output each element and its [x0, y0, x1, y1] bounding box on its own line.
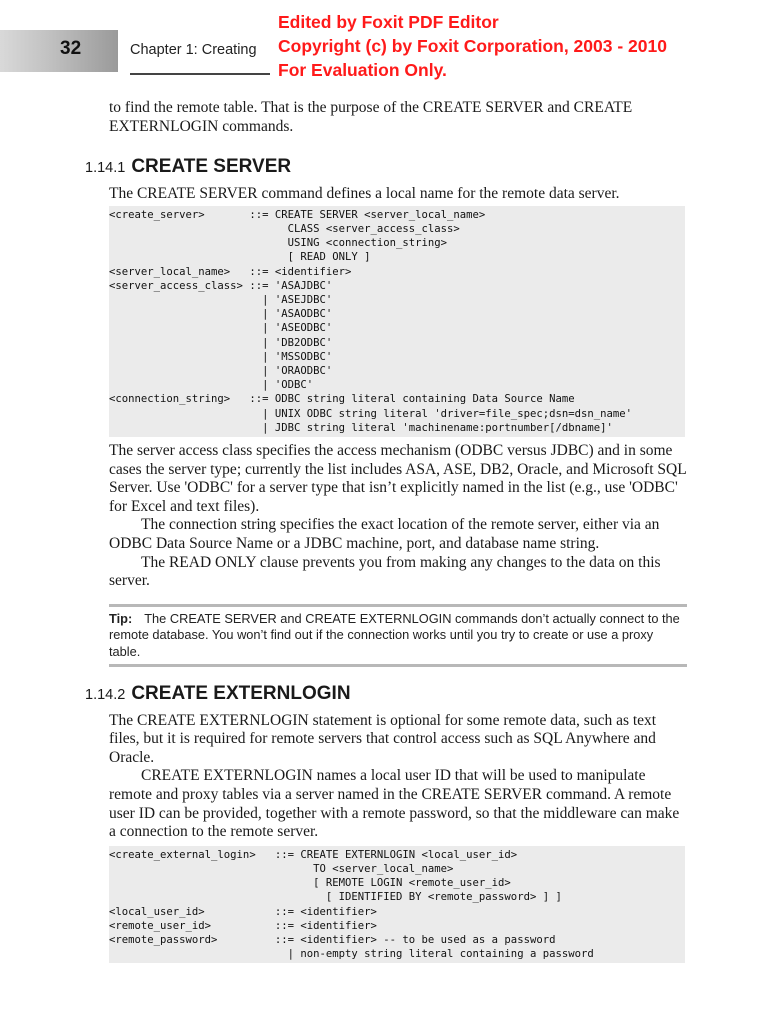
foxit-watermark — [278, 10, 667, 82]
create-server-intro: The CREATE SERVER command defines a local name for the remote data server. — [109, 185, 620, 203]
connection-string-paragraph: The connection string specifies the exact location of the remote server, either via an ODBC Data Source Name or a JDBC machine, port, and database name string. — [109, 516, 660, 552]
section-number: 1.14.2 — [85, 686, 126, 703]
externlogin-description: CREATE EXTERNLOGIN names a local user ID that will be used to manipulate remote and proxy tables via a server named in the CREATE SERVER command. A remote user ID can be provided, together with a remote password, so that the middleware can make a connection to the remote server. — [109, 767, 680, 841]
section-heading-create-externlogin — [85, 682, 663, 707]
tip-body: The CREATE SERVER and CREATE EXTERNLOGIN commands don’t actually connect to the remote database. You won’t find out if the connection works until you try to create or use a proxy table. — [109, 610, 680, 659]
page-number-tab — [0, 30, 118, 72]
section-title: CREATE SERVER — [131, 156, 292, 178]
intro-paragraph: to find the remote table. That is the purpose of the CREATE SERVER and CREATE EXTERNLOGIN commands. — [109, 99, 633, 135]
page-body — [85, 99, 687, 963]
header-rule — [130, 73, 270, 75]
externlogin-intro: The CREATE EXTERNLOGIN statement is optional for some remote data, such as text files, but it is required for remote servers that control access such as SQL Anywhere and Oracle. — [109, 711, 657, 766]
watermark-line-3: For Evaluation Only. — [278, 60, 447, 80]
tip-label: Tip: — [109, 610, 133, 626]
create-server-syntax-block: <create_server> ::= CREATE SERVER <server_local_name> CLASS <server_access_class> USING <connection_string> [ READ ONLY ] <server_local_name> ::= <identifier> <server_access_class> ::= 'ASAJDBC' | 'ASEJDBC' | 'ASAODBC' | 'ASEODBC' | 'DB2ODBC' | 'MSSODBC' | 'ORAODBC' | 'ODBC' <connection_string> ::= ODBC string literal containing Data Source Name | UNIX ODBC string literal 'driver=file_spec;dsn=dsn_name' | JDBC string literal 'machinename:portnumber[/dbname]' — [109, 206, 685, 437]
watermark-line-2: Copyright (c) by Foxit Corporation, 2003 - 2010 — [278, 36, 667, 56]
page-number: 32 — [60, 38, 82, 59]
section-number: 1.14.1 — [85, 160, 126, 177]
tip-text — [109, 611, 687, 661]
section-heading-create-server — [85, 155, 663, 180]
tip-box — [109, 604, 687, 667]
read-only-paragraph: The READ ONLY clause prevents you from making any changes to the data on this server. — [109, 553, 661, 590]
chapter-title: Chapter 1: Creating — [130, 42, 257, 58]
section-title: CREATE EXTERNLOGIN — [131, 682, 351, 704]
access-class-paragraph: The server access class specifies the access mechanism (ODBC versus JDBC) and in some cases the server type; currently the list includes ASA, ASE, DB2, Oracle, and Microsoft SQL Server. Use 'ODBC' for a server type that isn’t explicitly named in the list (e.g., use 'ODBC' for Excel and text files). — [109, 442, 687, 515]
watermark-line-1: Edited by Foxit PDF Editor — [278, 12, 499, 32]
create-externlogin-syntax-block: <create_external_login> ::= CREATE EXTERNLOGIN <local_user_id> TO <server_local_name> [ REMOTE LOGIN <remote_user_id> [ IDENTIFIED BY <remote_password> ] ] <local_user_id> ::= <identifier> <remote_user_id> ::= <identifier> <remote_password> ::= <identifier> -- to be used as a password | non-empty string literal containing a password — [109, 846, 685, 964]
